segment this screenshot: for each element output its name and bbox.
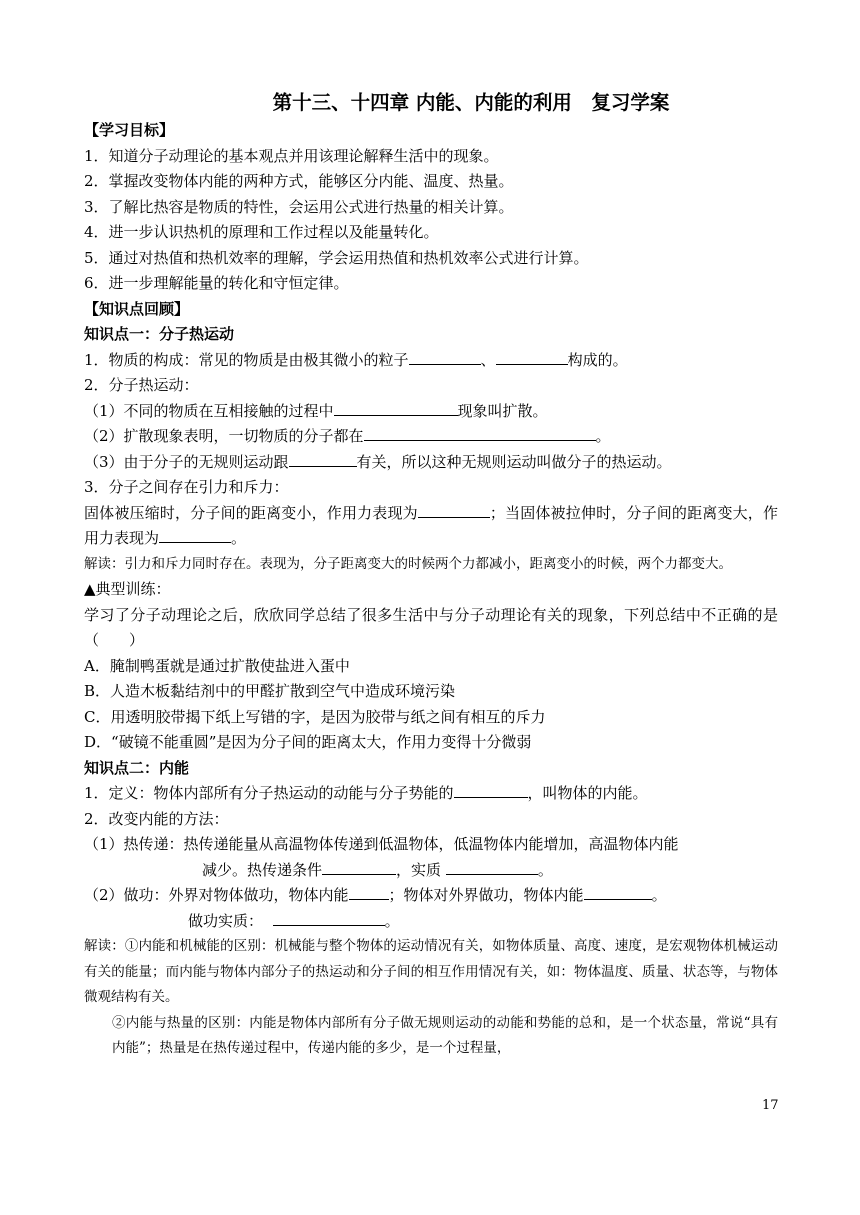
kp1-line-2: 2．分子热运动：	[84, 376, 199, 394]
text: （2）扩散现象表明，一切物质的分子都在	[84, 427, 364, 445]
goal-item: 1．知道分子动理论的基本观点并用该理论解释生活中的现象。	[84, 146, 499, 165]
typical-training-label: ▲典型训练：	[84, 580, 171, 598]
option-c: C．用透明胶带揭下纸上写错的字，是因为胶带与纸之间有相互的斥力	[84, 707, 546, 726]
kp1-line-4	[84, 424, 778, 450]
kp1-line-7	[84, 501, 778, 552]
kp2-line-4	[84, 858, 778, 884]
kp2-heading: 知识点二：内能	[84, 758, 190, 777]
kp1-note: 解读：引力和斥力同时存在。表现为，分子距离变大的时候两个力都减小，距离变小的时候，两个力都变大。	[84, 555, 732, 572]
fill-blank[interactable]	[418, 502, 490, 518]
text: 。	[537, 860, 553, 879]
learning-goals-heading: 【学习目标】	[84, 121, 175, 139]
text: 构成的。	[567, 350, 628, 369]
text: ，叫物体的内能。	[527, 784, 648, 802]
text: 。	[231, 529, 247, 547]
page-number: 17	[762, 1098, 779, 1113]
fill-blank[interactable]	[454, 782, 528, 798]
kp2-note-1: 解读：①内能和机械能的区别：机械能与整个物体的运动情况有关，如物体质量、高度、速度，是宏观物体机械运动有关的能量；而内能与物体内部分子的热运动和分子间的相互作用情况有关，如：物体温度、质量、状态等，与物体微观结构有关。	[84, 938, 778, 1005]
kp2-note-2: ②内能与热量的区别：内能是物体内部所有分子做无规则运动的动能和势能的总和，是一个状态量，常说“具有内能”；热量是在热传递过程中，传递内能的多少，是一个过程量，	[112, 1014, 778, 1056]
text: （3）由于分子的无规则运动跟	[84, 452, 289, 471]
text: 减少。热传递条件	[202, 860, 323, 879]
text: 1．定义：物体内部所有分子热运动的动能与分子势能的	[84, 784, 454, 802]
text: （2）做功：外界对物体做功，物体内能	[84, 886, 349, 904]
goal-item: 6．进一步理解能量的转化和守恒定律。	[84, 274, 349, 292]
question-stem: 学习了分子动理论之后，欣欣同学总结了很多生活中与分子动理论有关的现象，下列总结中不正确的是（ ）	[84, 605, 778, 649]
fill-blank[interactable]	[334, 400, 458, 416]
kp2-line-1	[84, 781, 778, 807]
text: 。	[384, 911, 400, 930]
goal-item: 4．进一步认识热机的原理和工作过程以及能量转化。	[84, 223, 439, 241]
text: 。	[595, 427, 611, 445]
kp2-line-5	[84, 883, 778, 909]
fill-blank[interactable]	[496, 349, 568, 365]
fill-blank[interactable]	[289, 451, 357, 467]
kp1-line-5	[84, 450, 778, 476]
text: 有关，所以这种无规则运动叫做分子的热运动。	[356, 452, 672, 471]
option-b: B．人造木板黏结剂中的甲醛扩散到空气中造成环境污染	[84, 682, 456, 700]
text: ，实质	[396, 860, 442, 879]
kp2-line-3: （1）热传递：热传递能量从高温物体传递到低温物体，低温物体内能增加，高温物体内能	[84, 835, 679, 853]
text: 。	[651, 886, 667, 904]
text: 现象叫扩散。	[457, 401, 548, 420]
text: 做功实质：	[188, 911, 264, 930]
document-title: 第十三、十四章 内能、内能的利用 复习学案	[272, 91, 670, 114]
kp1-heading: 知识点一：分子热运动	[84, 325, 235, 343]
fill-blank[interactable]	[273, 910, 385, 926]
goal-item: 5．通过对热值和热机效率的理解，学会运用热值和热机效率公式进行计算。	[84, 248, 589, 267]
text: 、	[480, 350, 496, 369]
kp2-line-2: 2．改变内能的方法：	[84, 809, 229, 828]
option-d: D．“破镜不能重圆”是因为分子间的距离太大，作用力变得十分微弱	[84, 733, 532, 751]
fill-blank[interactable]	[584, 884, 652, 900]
fill-blank[interactable]	[159, 527, 231, 543]
fill-blank[interactable]	[349, 884, 389, 900]
text: 1．物质的构成：常见的物质是由极其微小的粒子	[84, 350, 409, 369]
option-a: A．腌制鸭蛋就是通过扩散使盐进入蛋中	[84, 656, 350, 675]
goal-item: 2．掌握改变物体内能的两种方式，能够区分内能、温度、热量。	[84, 172, 514, 190]
text: ；当固体被拉伸时，分子间的距离变大，作用力表现为	[84, 503, 778, 547]
fill-blank[interactable]	[322, 859, 396, 875]
text: 固体被压缩时，分子间的距离变小，作用力表现为	[84, 503, 418, 522]
fill-blank[interactable]	[409, 349, 481, 365]
goal-item: 3．了解比热容是物质的特性，会运用公式进行热量的相关计算。	[84, 197, 514, 216]
review-heading: 【知识点回顾】	[84, 299, 190, 318]
text: ；物体对外界做功，物体内能	[388, 886, 584, 904]
fill-blank[interactable]	[364, 425, 596, 441]
text: （1）不同的物质在互相接触的过程中	[84, 401, 334, 420]
kp1-line-6: 3．分子之间存在引力和斥力：	[84, 478, 289, 496]
kp1-line-3	[84, 399, 778, 425]
kp2-line-6	[84, 909, 778, 935]
document-page	[84, 88, 778, 1062]
fill-blank[interactable]	[446, 859, 538, 875]
kp1-line-1	[84, 348, 778, 374]
